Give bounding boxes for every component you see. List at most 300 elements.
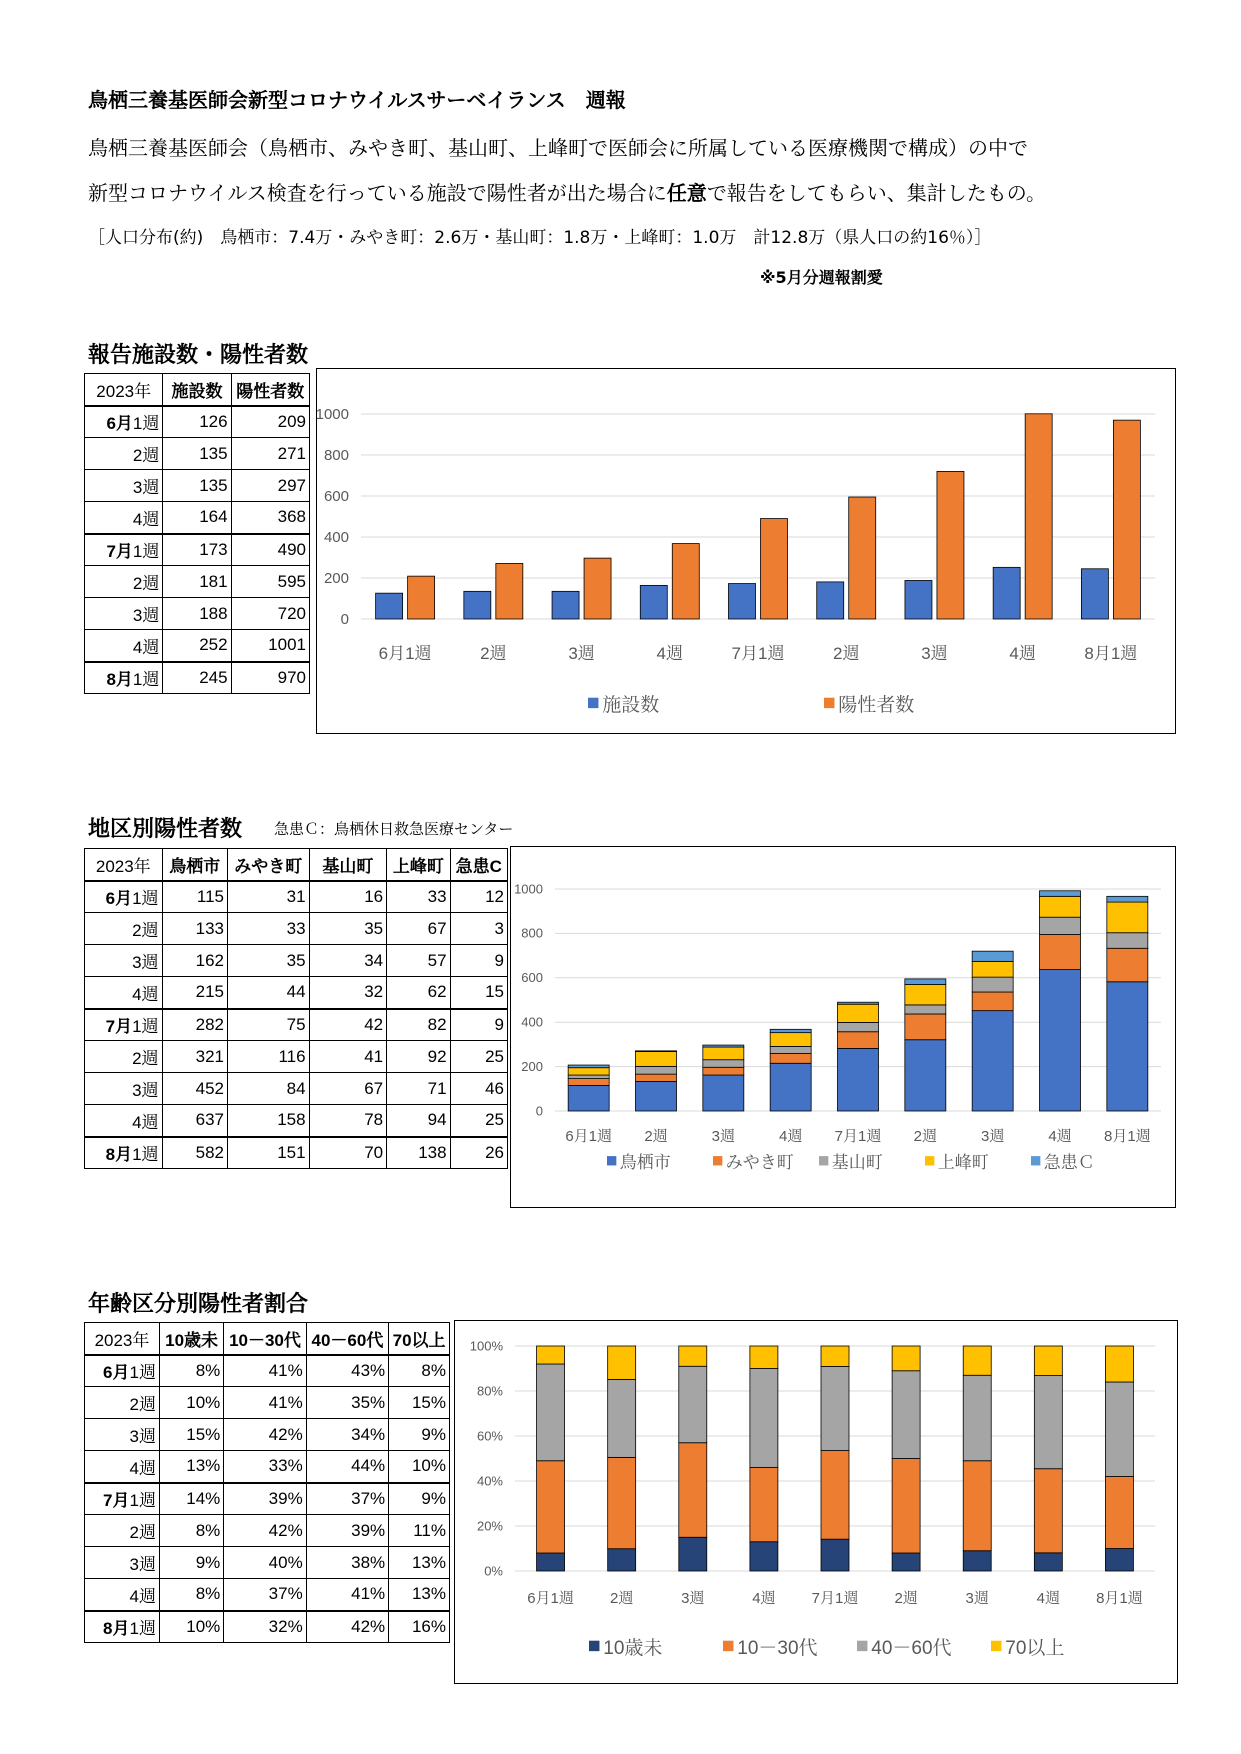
population-note: ［人口分布(約) 鳥栖市：7.4万・みやき町：2.6万・基山町：1.8万・上峰町：1.0万 計12.8万（県人口の約16％）］: [88, 228, 992, 248]
y-tick-label: 600: [521, 970, 543, 986]
x-tick-label: 8月1週: [1103, 1128, 1151, 1145]
bar: [770, 1033, 811, 1047]
bar: [636, 1081, 677, 1111]
value-cell: 62: [387, 977, 450, 1009]
bar: [821, 1366, 849, 1450]
legend-swatch: [819, 1156, 828, 1165]
value-cell: 8%: [159, 1355, 223, 1387]
value-cell: 31: [228, 881, 310, 913]
legend-label: 基山町: [831, 1153, 883, 1172]
value-cell: 10%: [159, 1387, 223, 1419]
x-tick-label: 2週: [913, 1128, 938, 1145]
value-cell: 14%: [159, 1483, 223, 1515]
bar: [640, 585, 667, 619]
bar: [1113, 420, 1140, 619]
x-tick-label: 7月1週: [731, 644, 785, 663]
x-tick-label: 4週: [1048, 1128, 1072, 1145]
value-cell: 15: [450, 977, 507, 1009]
y-tick-label: 20%: [476, 1518, 503, 1534]
week-cell: 8月1週: [85, 1611, 160, 1643]
week-cell: 6月1週: [85, 881, 163, 913]
section1-title: 報告施設数・陽性者数: [88, 343, 309, 368]
week-cell: 3週: [85, 1073, 163, 1105]
y-tick-label: 1000: [514, 881, 543, 897]
value-cell: 162: [162, 945, 227, 977]
table-row: [85, 945, 508, 977]
week-cell: 2週: [85, 913, 163, 945]
table-row: [85, 1547, 450, 1579]
week-cell: 7月1週: [85, 1483, 160, 1515]
value-cell: 42%: [224, 1515, 306, 1547]
bar: [1105, 1382, 1133, 1477]
value-cell: 133: [162, 913, 227, 945]
legend-swatch: [925, 1156, 934, 1165]
week-cell: 4週: [85, 1451, 160, 1483]
value-cell: 41%: [224, 1387, 306, 1419]
bar: [1040, 891, 1081, 897]
value-cell: 35: [309, 913, 387, 945]
week-cell: 7月1週: [85, 1009, 163, 1041]
table-row: [85, 502, 310, 534]
week-cell: 8月1週: [85, 662, 163, 694]
table-row: [85, 881, 508, 913]
value-cell: 9: [450, 1009, 507, 1041]
chart3-box: [454, 1320, 1178, 1684]
week-cell: 2週: [85, 1387, 160, 1419]
bar: [1025, 414, 1052, 619]
legend-swatch: [713, 1156, 722, 1165]
value-cell: 35%: [306, 1387, 388, 1419]
week-cell: 8月1週: [85, 1137, 163, 1169]
section3-title: 年齢区分別陽性者割合: [88, 1292, 309, 1317]
bar: [1034, 1346, 1062, 1376]
bar: [821, 1451, 849, 1540]
value-cell: 970: [231, 662, 309, 694]
bar: [892, 1553, 920, 1571]
table-row: [85, 1611, 450, 1643]
y-tick-label: 1000: [317, 406, 349, 423]
bar: [464, 591, 491, 619]
x-tick-label: 2週: [644, 1128, 668, 1145]
week-cell: 4週: [85, 1579, 160, 1611]
header-cell: 鳥栖市: [162, 849, 227, 881]
value-cell: 34: [309, 945, 387, 977]
value-cell: 40%: [224, 1547, 306, 1579]
value-cell: 82: [387, 1009, 450, 1041]
bar: [1034, 1469, 1062, 1553]
description-line-2: [88, 177, 1046, 206]
bar: [679, 1537, 707, 1571]
table-row: [85, 977, 508, 1009]
header-cell: 40－60代: [306, 1323, 388, 1355]
description-emphasis: 任意: [666, 181, 707, 205]
value-cell: 37%: [306, 1483, 388, 1515]
bar: [568, 1065, 609, 1068]
bar: [408, 576, 435, 619]
x-tick-label: 3週: [568, 644, 595, 663]
week-cell: 4週: [85, 502, 163, 534]
bar: [537, 1553, 565, 1571]
value-cell: 181: [163, 566, 231, 598]
bar: [770, 1063, 811, 1111]
week-cell: 4週: [85, 977, 163, 1009]
value-cell: 39%: [306, 1515, 388, 1547]
bar: [1040, 935, 1081, 970]
legend-label: みやき町: [725, 1153, 794, 1172]
description-line-1: 鳥栖三養基医師会（鳥栖市、みやき町、基山町、上峰町で医師会に所属している医療機関で構成）の中で: [88, 136, 1028, 160]
bar: [817, 582, 844, 619]
bar: [963, 1551, 991, 1571]
header-cell: 基山町: [309, 849, 387, 881]
bar: [1105, 1346, 1133, 1382]
value-cell: 138: [387, 1137, 450, 1169]
value-cell: 452: [162, 1073, 227, 1105]
week-cell: 2週: [85, 566, 163, 598]
value-cell: 25: [450, 1041, 507, 1073]
value-cell: 282: [162, 1009, 227, 1041]
week-cell: 3週: [85, 598, 163, 630]
x-tick-label: 3週: [921, 644, 948, 663]
table-row: [85, 566, 310, 598]
table-row: [85, 438, 310, 470]
week-cell: 7月1週: [85, 534, 163, 566]
value-cell: 46: [450, 1073, 507, 1105]
value-cell: 490: [231, 534, 309, 566]
value-cell: 33: [228, 913, 310, 945]
bar: [963, 1375, 991, 1461]
table-row: [85, 1387, 450, 1419]
table-row: [85, 1073, 508, 1105]
bar: [972, 977, 1013, 992]
bar: [1040, 917, 1081, 934]
bar: [703, 1067, 744, 1075]
week-cell: 2週: [85, 1515, 160, 1547]
y-tick-label: 200: [323, 570, 349, 587]
x-tick-label: 3週: [681, 1590, 705, 1607]
bar: [679, 1346, 707, 1366]
header-cell: 2023年: [85, 1323, 160, 1355]
x-tick-label: 4週: [1036, 1590, 1061, 1607]
week-cell: 3週: [85, 1547, 160, 1579]
section2-note: 急患Ｃ：鳥栖休日救急医療センター: [274, 820, 514, 838]
x-tick-label: 3週: [980, 1128, 1005, 1145]
bar: [1107, 948, 1148, 982]
table-row: [85, 1419, 450, 1451]
x-tick-label: 4週: [656, 644, 684, 663]
bar: [608, 1379, 636, 1457]
legend-swatch: [723, 1641, 733, 1651]
omission-note: ※5月分週報割愛: [760, 268, 883, 287]
bar: [636, 1052, 677, 1067]
bar: [892, 1459, 920, 1554]
value-cell: 173: [163, 534, 231, 566]
x-tick-label: 6月1週: [527, 1590, 574, 1607]
bar: [376, 593, 403, 619]
table-row: [85, 1355, 450, 1387]
x-tick-label: 2週: [609, 1590, 634, 1607]
table-row: [85, 630, 310, 662]
value-cell: 126: [163, 406, 231, 438]
x-tick-label: 3週: [711, 1128, 736, 1145]
bar: [905, 1005, 946, 1014]
value-cell: 41: [309, 1041, 387, 1073]
x-tick-label: 7月1週: [834, 1128, 882, 1145]
header-cell: 70以上: [389, 1323, 450, 1355]
value-cell: 582: [162, 1137, 227, 1169]
table-row: [85, 470, 310, 502]
y-tick-label: 400: [323, 529, 349, 546]
x-tick-label: 2週: [894, 1590, 918, 1607]
bar: [770, 1054, 811, 1064]
value-cell: 720: [231, 598, 309, 630]
value-cell: 57: [387, 945, 450, 977]
legend-label: 上峰町: [937, 1153, 989, 1172]
y-tick-label: 800: [521, 925, 543, 941]
value-cell: 8%: [389, 1355, 450, 1387]
week-cell: 3週: [85, 470, 163, 502]
bar: [552, 591, 579, 619]
bar: [972, 992, 1013, 1011]
page-title: 鳥栖三養基医師会新型コロナウイルスサーベイランス 週報: [88, 88, 626, 112]
y-tick-label: 600: [323, 488, 349, 505]
bar: [750, 1369, 778, 1468]
bar: [972, 1011, 1013, 1111]
legend-swatch: [589, 1641, 599, 1651]
value-cell: 92: [387, 1041, 450, 1073]
bar: [838, 1004, 879, 1022]
bar: [972, 951, 1013, 961]
bar: [1034, 1376, 1062, 1469]
legend-label: 10歳未: [603, 1638, 663, 1659]
facility-table: [84, 373, 310, 694]
week-cell: 6月1週: [85, 406, 163, 438]
y-tick-label: 60%: [476, 1428, 503, 1444]
x-tick-label: 4週: [1009, 644, 1036, 663]
value-cell: 209: [231, 406, 309, 438]
bar: [838, 1002, 879, 1004]
chart2-box: [510, 846, 1176, 1208]
age-table: [84, 1322, 450, 1643]
legend-label: 70以上: [1005, 1638, 1065, 1659]
bar: [892, 1371, 920, 1459]
table-row: [85, 1451, 450, 1483]
value-cell: 67: [309, 1073, 387, 1105]
district-stacked-chart: [511, 847, 1175, 1207]
header-cell: 2023年: [85, 374, 163, 406]
legend-label: 10－30代: [737, 1638, 818, 1659]
value-cell: 13%: [159, 1451, 223, 1483]
value-cell: 12: [450, 881, 507, 913]
bar: [937, 471, 964, 619]
value-cell: 75: [228, 1009, 310, 1041]
x-tick-label: 2週: [480, 644, 507, 663]
value-cell: 595: [231, 566, 309, 598]
bar: [1105, 1549, 1133, 1572]
bar: [892, 1346, 920, 1371]
value-cell: 637: [162, 1105, 227, 1137]
header-cell: 施設数: [163, 374, 231, 406]
bar: [1107, 902, 1148, 933]
table-row: [85, 662, 310, 694]
value-cell: 245: [163, 662, 231, 694]
bar: [905, 984, 946, 1004]
value-cell: 13%: [389, 1547, 450, 1579]
value-cell: 252: [163, 630, 231, 662]
value-cell: 84: [228, 1073, 310, 1105]
bar: [838, 1022, 879, 1031]
bar: [905, 580, 932, 619]
value-cell: 1001: [231, 630, 309, 662]
value-cell: 33%: [224, 1451, 306, 1483]
value-cell: 94: [387, 1105, 450, 1137]
header-cell: 急患C: [450, 849, 507, 881]
bar: [703, 1075, 744, 1111]
table-row: [85, 1579, 450, 1611]
bar: [838, 1032, 879, 1049]
bar: [972, 961, 1013, 977]
y-tick-label: 80%: [476, 1383, 503, 1399]
bar: [761, 519, 788, 619]
y-tick-label: 0: [535, 1103, 543, 1119]
bar: [821, 1346, 849, 1366]
bar: [770, 1046, 811, 1053]
district-table: [84, 848, 508, 1169]
table-row: [85, 598, 310, 630]
bar: [1040, 970, 1081, 1111]
bar: [821, 1539, 849, 1571]
table-row: [85, 1137, 508, 1169]
value-cell: 10%: [389, 1451, 450, 1483]
value-cell: 11%: [389, 1515, 450, 1547]
bar: [679, 1443, 707, 1538]
value-cell: 8%: [159, 1515, 223, 1547]
value-cell: 37%: [224, 1579, 306, 1611]
value-cell: 188: [163, 598, 231, 630]
table-row: [85, 1483, 450, 1515]
bar: [905, 979, 946, 985]
value-cell: 215: [162, 977, 227, 1009]
value-cell: 115: [162, 881, 227, 913]
header-cell: 10－30代: [224, 1323, 306, 1355]
y-tick-label: 40%: [476, 1473, 503, 1489]
value-cell: 271: [231, 438, 309, 470]
value-cell: 26: [450, 1137, 507, 1169]
table-row: [85, 913, 508, 945]
x-tick-label: 8月1週: [1096, 1590, 1143, 1607]
value-cell: 321: [162, 1041, 227, 1073]
bar: [537, 1346, 565, 1364]
value-cell: 42%: [224, 1419, 306, 1451]
bar: [963, 1461, 991, 1551]
bar: [703, 1047, 744, 1060]
bar: [770, 1029, 811, 1032]
value-cell: 70: [309, 1137, 387, 1169]
bar: [1105, 1477, 1133, 1549]
value-cell: 44: [228, 977, 310, 1009]
bar: [568, 1075, 609, 1079]
value-cell: 43%: [306, 1355, 388, 1387]
bar: [636, 1051, 677, 1052]
table-row: [85, 406, 310, 438]
value-cell: 44%: [306, 1451, 388, 1483]
value-cell: 151: [228, 1137, 310, 1169]
header-cell: 2023年: [85, 849, 163, 881]
value-cell: 41%: [224, 1355, 306, 1387]
bar: [905, 1014, 946, 1040]
value-cell: 41%: [306, 1579, 388, 1611]
bar: [1107, 896, 1148, 902]
x-tick-label: 4週: [752, 1590, 776, 1607]
bar: [608, 1346, 636, 1379]
week-cell: 4週: [85, 1105, 163, 1137]
chart1-box: [316, 368, 1176, 734]
value-cell: 135: [163, 470, 231, 502]
y-tick-label: 100%: [469, 1338, 503, 1354]
legend-swatch: [824, 698, 834, 708]
header-cell: 10歳未: [159, 1323, 223, 1355]
header-cell: 上峰町: [387, 849, 450, 881]
week-cell: 3週: [85, 945, 163, 977]
value-cell: 34%: [306, 1419, 388, 1451]
bar: [1034, 1553, 1062, 1571]
legend-label: 鳥栖市: [619, 1153, 671, 1172]
x-tick-label: 6月1週: [565, 1128, 613, 1145]
x-tick-label: 6月1週: [378, 644, 432, 663]
bar: [703, 1060, 744, 1068]
week-cell: 3週: [85, 1419, 160, 1451]
value-cell: 164: [163, 502, 231, 534]
legend-swatch: [1031, 1156, 1040, 1165]
bar: [672, 544, 699, 619]
bar: [1107, 933, 1148, 949]
bar: [1081, 569, 1108, 619]
x-tick-label: 7月1週: [811, 1590, 859, 1607]
bar: [584, 558, 611, 619]
y-tick-label: 0%: [484, 1563, 503, 1579]
value-cell: 10%: [159, 1611, 223, 1643]
table-row: [85, 534, 310, 566]
x-tick-label: 2週: [832, 644, 860, 663]
legend-label: 急患Ｃ: [1043, 1153, 1095, 1172]
bar: [608, 1457, 636, 1548]
bar: [849, 497, 876, 619]
legend-label: 施設数: [602, 695, 660, 716]
value-cell: 13%: [389, 1579, 450, 1611]
bar: [905, 1040, 946, 1111]
y-tick-label: 0: [340, 611, 349, 628]
table-row: [85, 1515, 450, 1547]
legend-label: 陽性者数: [838, 695, 915, 716]
table-row: [85, 1041, 508, 1073]
value-cell: 39%: [224, 1483, 306, 1515]
value-cell: 135: [163, 438, 231, 470]
value-cell: 8%: [159, 1579, 223, 1611]
value-cell: 32%: [224, 1611, 306, 1643]
value-cell: 158: [228, 1105, 310, 1137]
bar: [537, 1364, 565, 1461]
legend-swatch: [588, 698, 598, 708]
value-cell: 16%: [389, 1611, 450, 1643]
header-cell: みやき町: [228, 849, 310, 881]
value-cell: 67: [387, 913, 450, 945]
bar: [750, 1346, 778, 1369]
legend-swatch: [607, 1156, 616, 1165]
bar: [679, 1366, 707, 1443]
x-tick-label: 3週: [965, 1590, 989, 1607]
bar: [750, 1468, 778, 1542]
value-cell: 297: [231, 470, 309, 502]
table-row: [85, 1009, 508, 1041]
